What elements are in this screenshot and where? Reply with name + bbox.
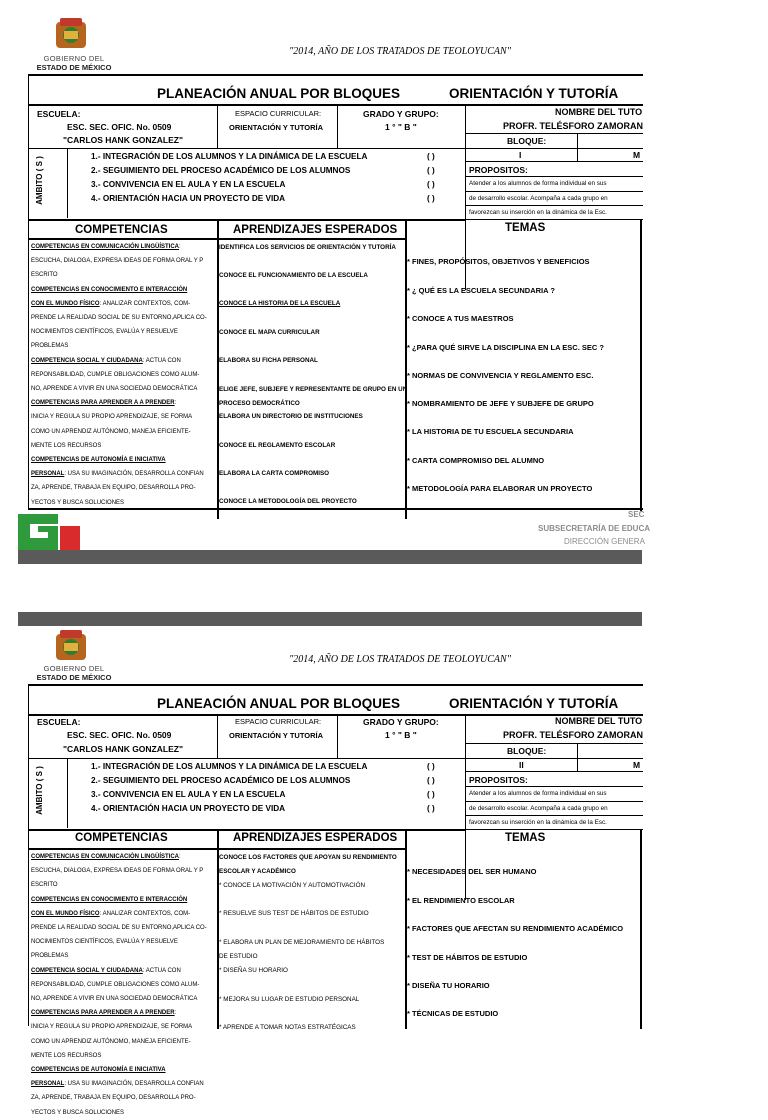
competencia-text: NO, APRENDE A VIVIR EN UNA SOCIEDAD DEMOCRÁTICA [31,386,198,393]
aprendizaje-5: ELABORA SU FICHA PERSONAL [219,357,318,364]
competencia-text: ZA, APRENDE, TRABAJA EN EQUIPO, DESARROLLA PRO- [31,485,196,492]
competencia-line [31,992,217,1006]
competencia-text: REPONSABILIDAD, CUMPLE OBLIGACIONES COMO ALUM- [31,981,200,988]
aprendizaje-3: * CONOCE LA MOTIVACIÓN Y AUTOMOTIVACIÓN [219,882,366,889]
competencia-text: INICIA Y REGULA SU PROPIO APRENDIZAJE, SE FORMA [31,1024,193,1031]
competencia-text: NO, APRENDE A VIVIR EN UNA SOCIEDAD DEMOCRÁTICA [31,996,198,1003]
government-line-2: ESTADO DE MÉXICO [36,63,112,72]
competencia-text: ZA, APRENDE, TRABAJA EN EQUIPO, DESARROLLA PRO- [31,1095,196,1102]
competencia-text: ESCUCHA, DIALOGA, EXPRESA IDEAS DE FORMA ORAL Y P [31,258,204,265]
column-aprendizajes: APRENDIZAJES ESPERADOS [233,832,398,844]
page-title: PLANEACIÓN ANUAL POR BLOQUES [157,696,401,711]
purposes-line-1: Atender a los alumnos de forma individual en sus [469,180,607,187]
competencia-heading: COMPETENCIAS EN COMUNICACIÓN LINGÜÍSTICA [31,854,180,860]
header-band [18,612,642,626]
competencia-line [31,1006,217,1020]
ambito-check-1[interactable]: ( ) [427,762,435,771]
ambito-item-4: 4.- ORIENTACIÓN HACIA UN PROYECTO DE VIDA [91,194,286,203]
competencia-heading: COMPETENCIAS EN COMUNICACIÓN LINGÜÍSTICA [31,244,180,250]
school-name: ESC. SEC. OFIC. No. 0509 [67,122,172,132]
competencia-text: : ANALIZAR CONTEXTOS, COM- [99,910,191,917]
footer-line-3: DIRECCIÓN GENERA [564,537,645,546]
tema-4: * TEST DE HÁBITOS DE ESTUDIO [407,953,528,962]
government-line-1: GOBIERNO DEL [43,664,105,673]
competencia-line [31,240,217,254]
subject-title: ORIENTACIÓN Y TUTORÍA [449,86,619,101]
institution-logo-icon [18,510,80,552]
aprendizaje-8: * MEJORA SU LUGAR DE ESTUDIO PERSONAL [219,996,360,1003]
competencia-text: MENTE LOS RECURSOS [31,1052,102,1059]
state-emblem-icon [52,626,90,662]
competencia-text: PRENDE LA REALIDAD SOCIAL DE SU ENTORNO,APLICA CO- [31,315,207,322]
competencia-text: : ANALIZAR CONTEXTOS, COM- [99,300,191,307]
competencia-line [31,978,217,992]
ambito-check-4[interactable]: ( ) [427,804,435,813]
ambito-item-3: 3.- CONVIVENCIA EN EL AULA Y EN LA ESCUELA [91,790,286,799]
school-alias: "CARLOS HANK GONZALEZ" [63,135,183,145]
purposes-line-1: Atender a los alumnos de forma individual en sus [469,790,607,797]
tema-1: * NECESIDADES DEL SER HUMANO [407,867,537,876]
competencia-text: REPONSABILIDAD, CUMPLE OBLIGACIONES COMO ALUM- [31,371,200,378]
block-value: I [519,150,522,160]
competencia-text: YECTOS Y BUSCA SOLUCIONES [31,1109,125,1116]
competencia-heading: COMPETENCIAS EN CONOCIMIENTO E INTERACCIÓN [31,896,188,903]
competencia-line [31,339,217,353]
competencia-heading: COMPETENCIAS DE AUTONOMÍA E INICIATIVA [31,1067,166,1074]
aprendizaje-7: PROCESO DEMOCRÁTICO [219,400,300,407]
grade-label: GRADO Y GRUPO: [363,717,439,727]
ambito-item-4: 4.- ORIENTACIÓN HACIA UN PROYECTO DE VIDA [91,804,286,813]
tutor-label: NOMBRE DEL TUTO [555,107,643,117]
aprendizaje-6: ELIGE JEFE, SUBJEFE Y REPRESENTANTE DE GRUPO EN UN [219,386,408,393]
competencia-text: COMO UN APRENDIZ AUTÓNOMO, MANEJA EFICIENTE- [31,428,191,435]
competencia-heading: COMPETENCIAS DE AUTONOMÍA E INICIATIVA [31,457,166,464]
competencia-line [31,283,217,297]
tutor-value: PROFR. TELÉSFORO ZAMORAN [503,121,643,131]
competencia-heading: CON EL MUNDO FÍSICO [31,910,100,917]
competencia-line [31,935,217,949]
competencia-text: : [179,854,181,860]
competencia-line [31,964,217,978]
purposes-line-3: favorezcan su inserción en la dinámica de la Esc. [469,819,607,826]
subject-title: ORIENTACIÓN Y TUTORÍA [449,696,619,711]
competencia-text: PROBLEMAS [31,343,69,350]
competencia-line [31,297,217,311]
ambito-check-3[interactable]: ( ) [427,790,435,799]
competencia-line [31,1091,217,1105]
tema-6: * NOMBRAMIENTO DE JEFE Y SUBJEFE DE GRUPO [407,399,594,408]
competencia-line [31,368,217,382]
government-line-1: GOBIERNO DEL [43,54,105,63]
grade-label: GRADO Y GRUPO: [363,109,439,119]
competencia-heading: CON EL MUNDO FÍSICO [31,300,100,307]
competencia-text: MENTE LOS RECURSOS [31,442,102,449]
competencia-text: NOCIMIENTOS CIENTÍFICOS, EVALÚA Y RESUELVE [31,329,178,336]
month-cut: M [633,760,641,770]
aprendizaje-1: IDENTIFICA LOS SERVICIOS DE ORIENTACIÓN Y TUTORÍA [219,244,396,251]
competencia-line [31,354,217,368]
ambito-check-4[interactable]: ( ) [427,194,435,203]
competencias-list [31,240,217,510]
competencia-text: PROBLEMAS [31,953,69,960]
competencia-line [31,410,217,424]
competencia-line [31,311,217,325]
tutor-label: NOMBRE DEL TUTO [555,716,643,726]
ambito-label: AMBITO ( S ) [34,766,44,815]
tema-9: * METODOLOGÍA PARA ELABORAR UN PROYECTO [407,484,593,493]
competencia-heading: COMPETENCIAS PARA APRENDER A A PRENDER [31,1010,175,1017]
competencia-text: YECTOS Y BUSCA SOLUCIONES [31,499,125,506]
ambito-check-2[interactable]: ( ) [427,166,435,175]
space-label: ESPACIO CURRICULAR: [235,109,322,118]
month-cut: M [633,150,641,160]
block-label: BLOQUE: [507,136,547,146]
aprendizaje-6: DE ESTUDIO [219,953,258,960]
competencia-text: PRENDE LA REALIDAD SOCIAL DE SU ENTORNO,APLICA CO- [31,925,207,932]
competencia-text: INICIA Y REGULA SU PROPIO APRENDIZAJE, SE FORMA [31,414,193,421]
aprendizaje-10: ELABORA LA CARTA COMPROMISO [219,470,330,477]
competencia-heading: COMPETENCIA SOCIAL Y CIUDADANA [31,967,143,974]
competencia-line [31,1020,217,1034]
competencia-line [31,893,217,907]
competencia-line [31,439,217,453]
space-label: ESPACIO CURRICULAR: [235,717,322,726]
competencia-line [31,949,217,963]
ambito-item-3: 3.- CONVIVENCIA EN EL AULA Y EN LA ESCUELA [91,180,286,189]
competencia-heading: PERSONAL [31,471,65,478]
school-label: ESCUELA: [37,109,81,119]
tema-3: * CONOCE A TUS MAESTROS [407,314,514,323]
competencia-line [31,425,217,439]
year-motto: "2014, AÑO DE LOS TRATADOS DE TEOLOYUCAN" [289,46,511,57]
aprendizaje-9: * APRENDE A TOMAR NOTAS ESTRATÉGICAS [219,1024,356,1031]
competencia-text: ESCRITO [31,272,58,279]
competencia-text: : ACTUA CON [142,967,181,974]
competencia-text: ESCUCHA, DIALOGA, EXPRESA IDEAS DE FORMA ORAL Y P [31,868,204,875]
competencia-line [31,382,217,396]
tema-5: * NORMAS DE CONVIVENCIA Y REGLAMENTO ESC. [407,371,594,380]
competencia-text: ESCRITO [31,882,58,889]
tema-5: * DISEÑA TU HORARIO [407,981,490,990]
aprendizaje-2: CONOCE EL FUNCIONAMIENTO DE LA ESCUELA [219,272,368,279]
competencia-line [31,396,217,410]
plan-page-block-2 [0,608,768,1116]
purposes-label: PROPOSITOS: [469,775,528,785]
column-aprendizajes: APRENDIZAJES ESPERADOS [233,224,398,236]
competencia-text: : USA SU IMAGINACIÓN, DESARROLLA CONFIAN [64,1081,204,1088]
ambito-item-2: 2.- SEGUIMIENTO DEL PROCESO ACADÉMICO DE LOS ALUMNOS [91,166,351,175]
aprendizaje-5: * ELABORA UN PLAN DE MEJORAMIENTO DE HÁBITOS [219,939,385,946]
competencia-text: : [174,1010,177,1017]
competencia-line [31,453,217,467]
competencia-heading: COMPETENCIA SOCIAL Y CIUDADANA [31,357,143,364]
aprendizaje-2: ESCOLAR Y ACADÉMICO [219,868,296,875]
aprendizaje-7: * DISEÑA SU HORARIO [219,967,288,974]
tema-2: * EL RENDIMIENTO ESCOLAR [407,896,515,905]
year-motto: "2014, AÑO DE LOS TRATADOS DE TEOLOYUCAN" [289,654,511,665]
ambito-label: AMBITO ( S ) [34,156,44,205]
ambito-item-1: 1.- INTEGRACIÓN DE LOS ALUMNOS Y LA DINÁMICA DE LA ESCUELA [91,762,368,771]
ambito-item-2: 2.- SEGUIMIENTO DEL PROCESO ACADÉMICO DE LOS ALUMNOS [91,776,351,785]
footer-line-2: SUBSECRETARÍA DE EDUCA [538,524,651,533]
planning-table [28,684,643,1116]
tema-3: * FACTORES QUE AFECTAN SU RENDIMIENTO ACADÉMICO [407,924,624,933]
school-name: ESC. SEC. OFIC. No. 0509 [67,730,172,740]
page-title: PLANEACIÓN ANUAL POR BLOQUES [157,86,401,101]
competencia-text: NOCIMIENTOS CIENTÍFICOS, EVALÚA Y RESUELVE [31,939,178,946]
aprendizaje-4: CONOCE EL MAPA CURRICULAR [219,329,320,336]
competencia-line [31,1106,217,1120]
column-temas: TEMAS [505,222,546,234]
competencia-line [31,1063,217,1077]
competencia-line [31,325,217,339]
aprendizaje-9: CONOCE EL REGLAMENTO ESCOLAR [219,442,336,449]
school-label: ESCUELA: [37,717,81,727]
ambito-item-1: 1.- INTEGRACIÓN DE LOS ALUMNOS Y LA DINÁMICA DE LA ESCUELA [91,152,368,161]
ambito-check-3[interactable]: ( ) [427,180,435,189]
competencia-line [31,1035,217,1049]
aprendizaje-1: CONOCE LOS FACTORES QUE APOYAN SU RENDIMIENTO [219,854,397,861]
space-value: ORIENTACIÓN Y TUTORÍA [229,731,324,740]
competencia-line [31,907,217,921]
block-label: BLOQUE: [507,746,547,756]
competencia-text: : ACTUA CON [142,357,181,364]
competencia-text: : [179,244,181,250]
competencia-text: : USA SU IMAGINACIÓN, DESARROLLA CONFIAN [64,471,204,478]
purposes-label: PROPOSITOS: [469,165,528,175]
competencia-line [31,864,217,878]
block-value: II [519,760,524,770]
purposes-line-2: de desarrollo escolar. Acompaña a cada grupo en [469,195,608,202]
competencia-line [31,878,217,892]
aprendizaje-4: * RESUELVE SUS TEST DE HÁBITOS DE ESTUDIO [219,910,369,917]
space-value: ORIENTACIÓN Y TUTORÍA [229,123,324,132]
competencia-text: COMO UN APRENDIZ AUTÓNOMO, MANEJA EFICIENTE- [31,1038,191,1045]
competencia-line [31,850,217,864]
competencias-list [31,850,217,1120]
column-competencias: COMPETENCIAS [75,832,168,844]
competencia-line [31,921,217,935]
tema-7: * LA HISTORIA DE TU ESCUELA SECUNDARIA [407,427,574,436]
tutor-value: PROFR. TELÉSFORO ZAMORAN [503,730,643,740]
tema-4: * ¿PARA QUÉ SIRVE LA DISCIPLINA EN LA ESC. SEC ? [407,343,604,352]
aprendizaje-11: CONOCE LA METODOLOGÍA DEL PROYECTO [219,498,357,505]
ambito-check-2[interactable]: ( ) [427,776,435,785]
competencia-line [31,467,217,481]
grade-value: 1 ° " B " [385,122,417,132]
column-competencias: COMPETENCIAS [75,224,168,236]
government-line-2: ESTADO DE MÉXICO [36,673,112,682]
competencia-heading: COMPETENCIAS EN CONOCIMIENTO E INTERACCIÓN [31,286,188,293]
state-emblem-icon [52,14,90,50]
school-alias: "CARLOS HANK GONZALEZ" [63,744,183,754]
competencia-heading: COMPETENCIAS PARA APRENDER A A PRENDER [31,400,175,407]
ambito-check-1[interactable]: ( ) [427,152,435,161]
competencia-line [31,1049,217,1063]
competencia-line [31,481,217,495]
column-temas: TEMAS [505,832,546,844]
purposes-line-2: de desarrollo escolar. Acompaña a cada grupo en [469,805,608,812]
footer-band [18,550,642,564]
planning-table [28,74,643,510]
aprendizaje-3: CONOCE LA HISTORIA DE LA ESCUELA [219,300,341,307]
competencia-heading: PERSONAL [31,1081,65,1088]
tema-8: * CARTA COMPROMISO DEL ALUMNO [407,456,545,465]
tema-6: * TÉCNICAS DE ESTUDIO [407,1009,499,1018]
tema-2: * ¿ QUÉ ES LA ESCUELA SECUNDARIA ? [407,286,555,295]
competencia-line [31,254,217,268]
purposes-line-3: favorezcan su inserción en la dinámica de la Esc. [469,209,607,216]
competencia-line [31,268,217,282]
aprendizaje-8: ELABORA UN DIRECTORIO DE INSTITUCIONES [219,413,363,420]
grade-value: 1 ° " B " [385,730,417,740]
competencia-text: : [174,400,177,407]
competencia-line [31,1077,217,1091]
footer-line-1: SEC [628,510,645,519]
tema-1: * FINES, PROPÓSITOS, OBJETIVOS Y BENEFICIOS [407,257,590,266]
